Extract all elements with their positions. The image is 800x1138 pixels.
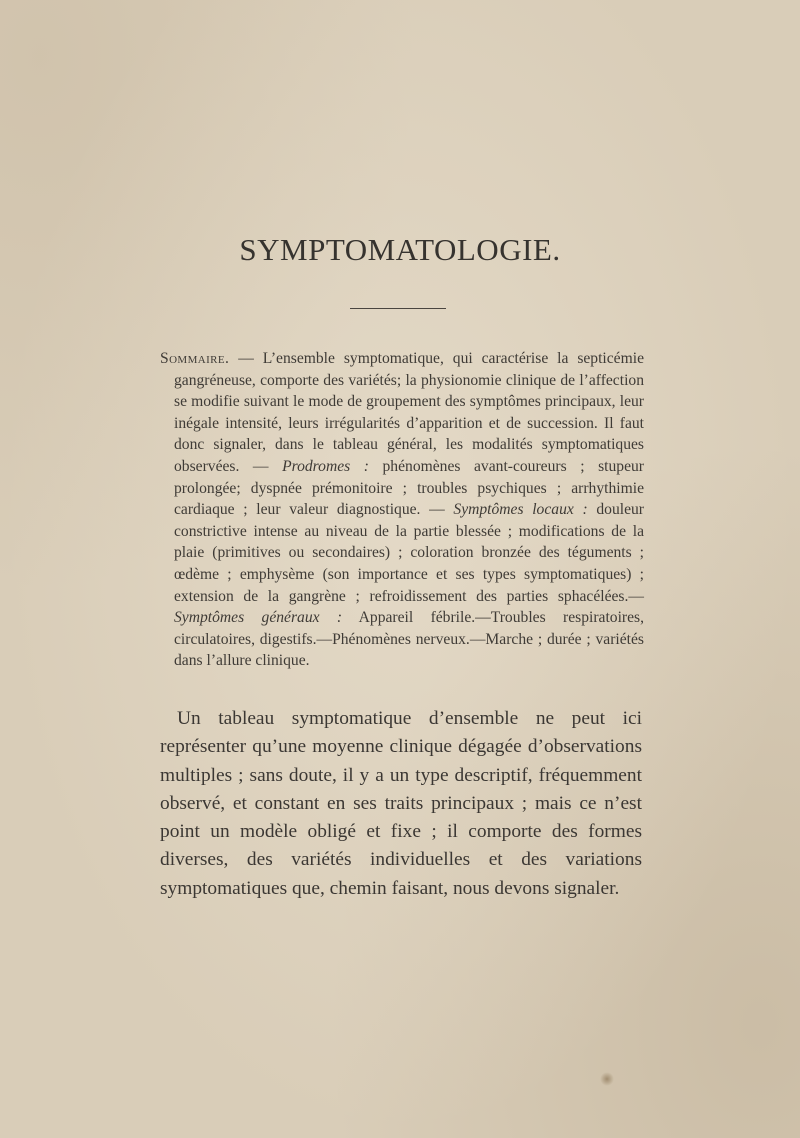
body-paragraph: Un tableau symptomatique d’ensemble ne peut ici représenter qu’une moyenne clinique dégagée d’observations multiples ; sans doute, il y a un type descriptif, fréquemment observé, et constant en ses traits principaux ; mais ce n’est point un modèle obligé et fixe ; il comporte des formes diverses, des variétés individuelles et des variations symptomatiques que, chemin faisant, nous devons signaler. [160,708,642,899]
body-text [160,705,642,903]
symptomes-locaux-heading: Symptômes locaux : [453,501,588,519]
summary-text-part2: phénomènes avant-coureurs ; stupeur prolongée; dyspnée prémonitoire ; troubles psychiques ; arrhythimie cardiaque ; leur valeur diagnostique. — [174,457,644,519]
summary-paragraph [160,348,644,672]
summary-text-part1: L’ensemble symptomatique, qui caractérise la septicémie gangréneuse, comporte des variétés; la physionomie clinique de l’affection se modifie suivant le mode de groupement des symptômes principaux, leur inégale intensité, leurs irrégularités d’apparition et de succession. Il faut donc signaler, dans le tableau général, les modalités symptomatiques observées. — [174,350,644,475]
symptomes-generaux-heading: Symptômes généraux : [174,609,343,627]
chapter-title: SYMPTOMATOLOGIE. [239,232,561,267]
summary-text-part3: douleur constrictive intense au niveau de la partie blessée ; modifications de la plaie (primitives ou secondaires) ; coloration bronzée des téguments ; œdème ; emphysème (son importance et ses types symptomatiques) ; extension de la gangrène ; refroidissement des parties sphacélées.— [174,501,644,605]
prodromes-heading: Prodromes : [282,457,369,475]
summary-label: Sommaire. [160,350,230,367]
summary-dash: — [229,350,263,367]
ink-stain [600,1072,614,1086]
summary-block [160,348,644,672]
title-divider [350,308,446,309]
summary-text-part4: Appareil fébrile.—Troubles respiratoires, circulatoires, digestifs.—Phénomènes nerveux.—Marche ; durée ; variétés dans l’allure clinique. [174,609,644,670]
